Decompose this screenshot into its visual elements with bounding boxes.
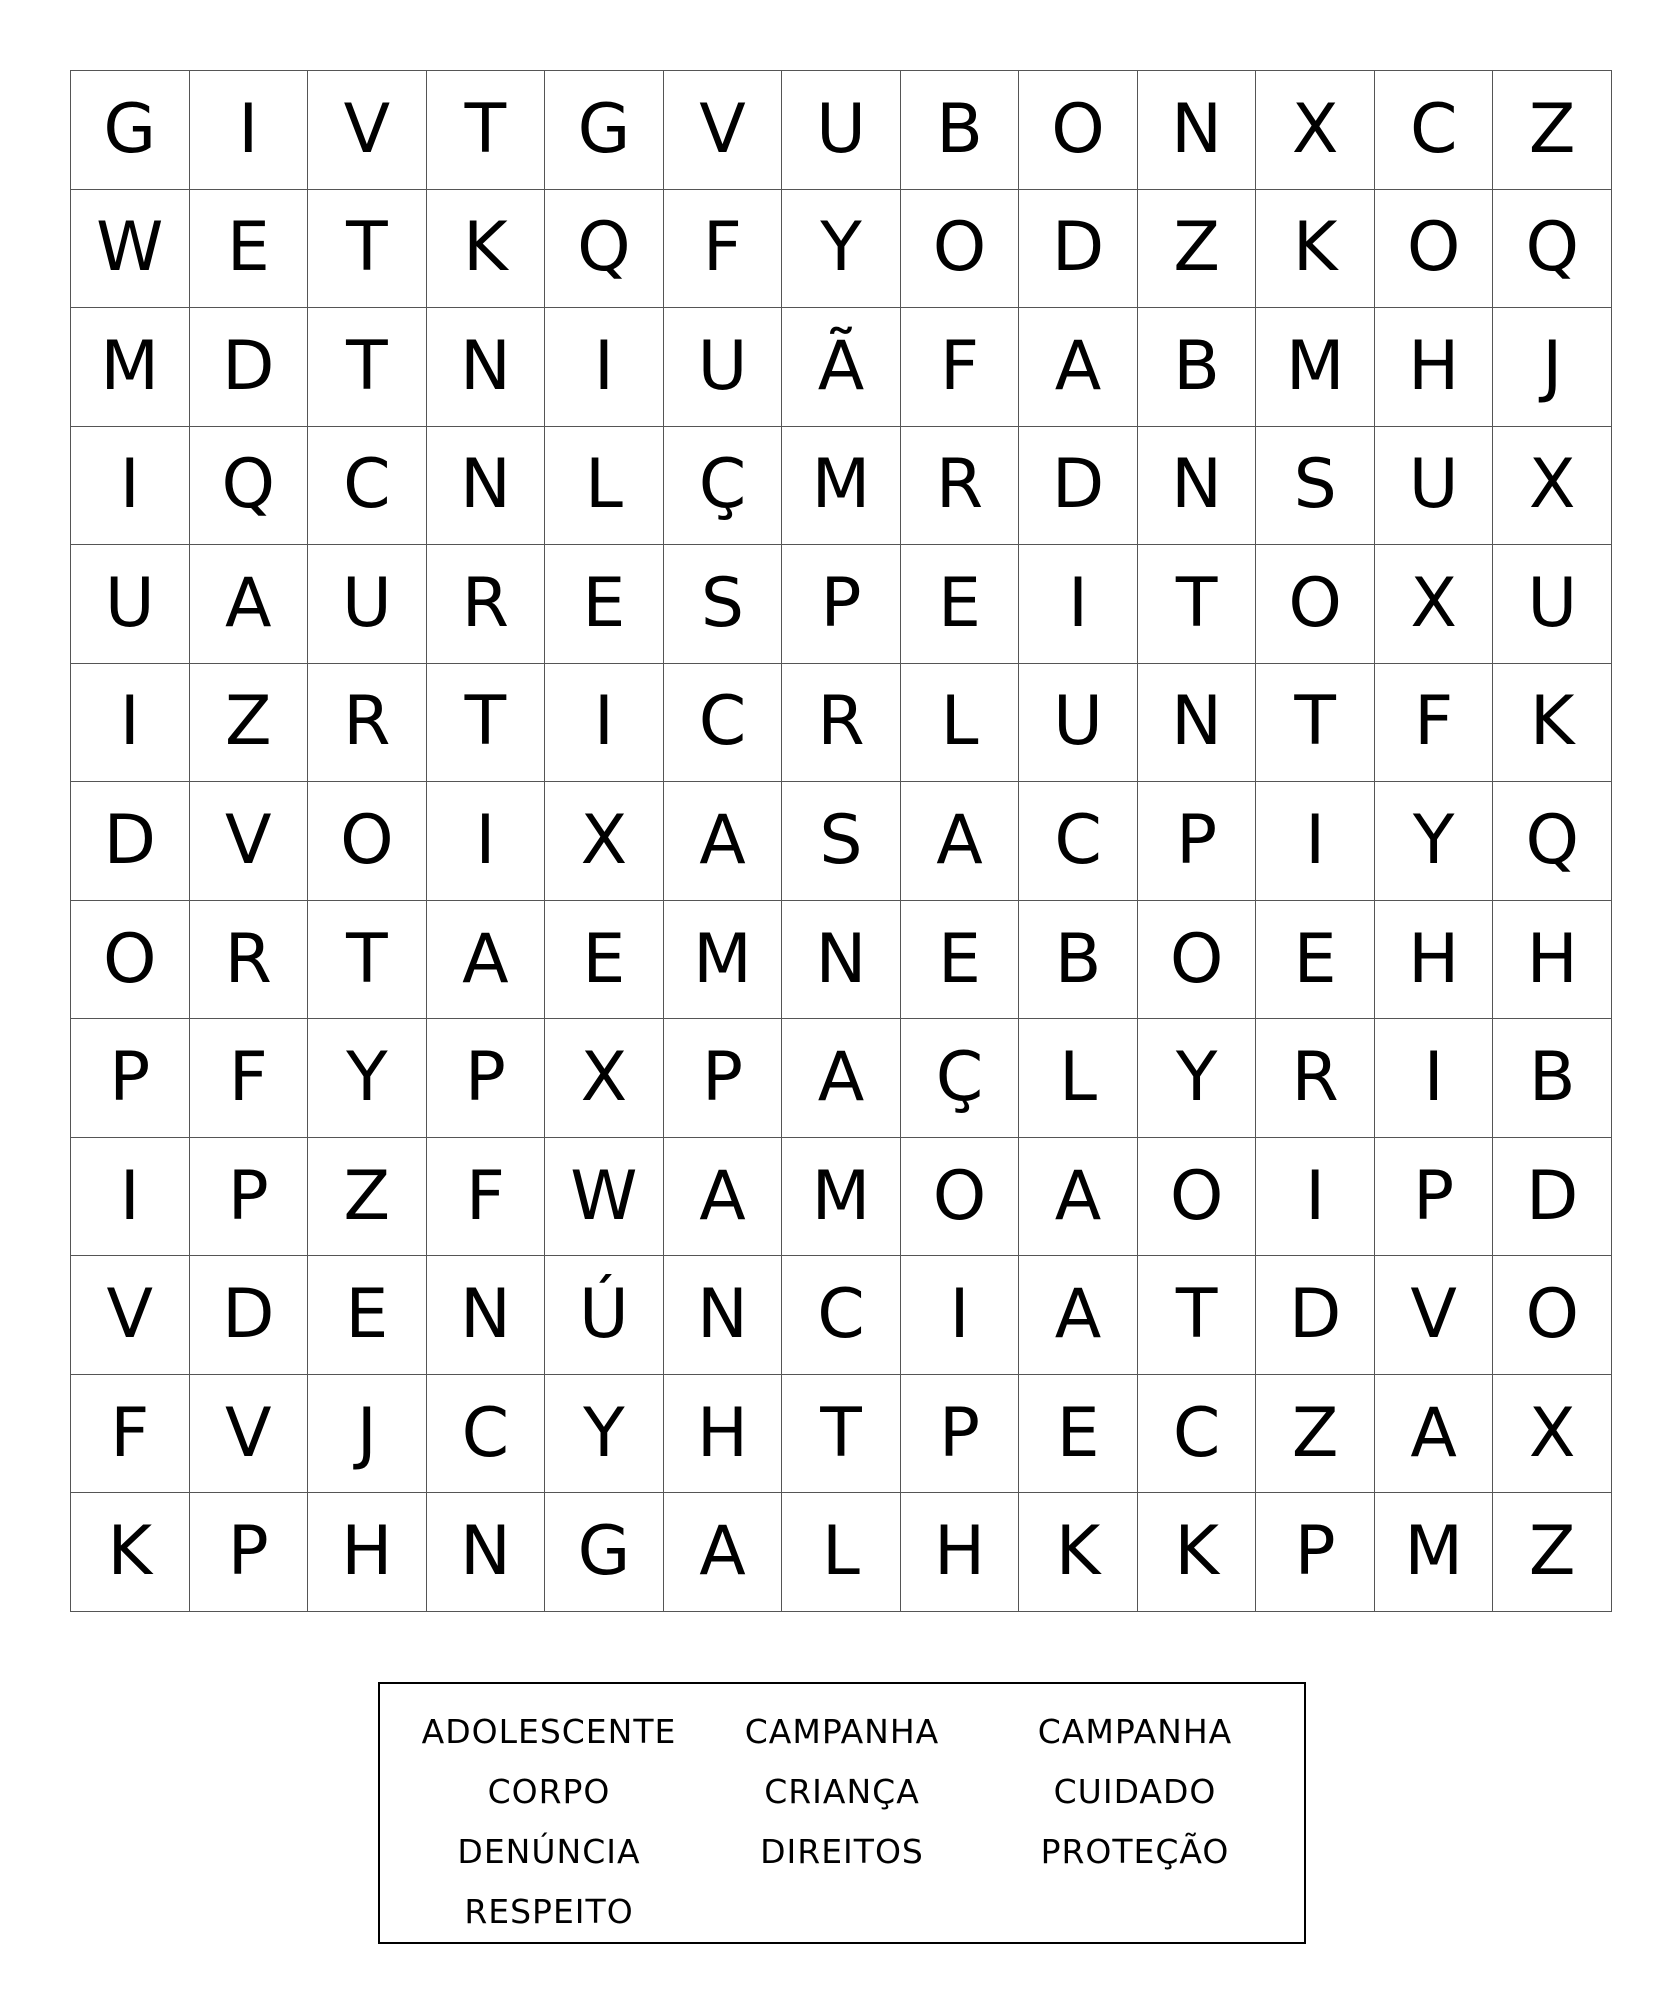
grid-cell[interactable]: O	[1256, 545, 1375, 664]
grid-cell[interactable]: A	[1019, 1256, 1138, 1375]
grid-cell[interactable]: K	[1019, 1493, 1138, 1612]
grid-cell[interactable]: G	[545, 1493, 664, 1612]
grid-cell[interactable]: I	[1019, 545, 1138, 664]
grid-cell[interactable]: K	[1138, 1493, 1257, 1612]
grid-cell[interactable]: Ú	[545, 1256, 664, 1375]
grid-cell[interactable]: L	[782, 1493, 901, 1612]
grid-cell[interactable]: B	[1019, 901, 1138, 1020]
grid-cell[interactable]: Y	[1138, 1019, 1257, 1138]
grid-cell[interactable]: A	[782, 1019, 901, 1138]
grid-cell[interactable]: E	[308, 1256, 427, 1375]
grid-cell[interactable]: T	[1138, 545, 1257, 664]
grid-cell[interactable]: C	[1138, 1375, 1257, 1494]
word-list-item: CAMPANHA	[1037, 1712, 1233, 1751]
grid-cell[interactable]: K	[427, 190, 546, 309]
grid-cell[interactable]: N	[1138, 71, 1257, 190]
grid-cell[interactable]: E	[545, 545, 664, 664]
grid-cell[interactable]: U	[71, 545, 190, 664]
grid-cell[interactable]: D	[1493, 1138, 1612, 1257]
grid-cell[interactable]: E	[1256, 901, 1375, 1020]
grid-cell[interactable]: V	[308, 71, 427, 190]
grid-cell[interactable]: B	[1138, 308, 1257, 427]
grid-cell[interactable]: O	[901, 190, 1020, 309]
grid-cell[interactable]: Ç	[901, 1019, 1020, 1138]
grid-cell[interactable]: Y	[545, 1375, 664, 1494]
word-list-item: CRIANÇA	[764, 1772, 920, 1811]
grid-cell[interactable]: R	[190, 901, 309, 1020]
grid-cell[interactable]: O	[1493, 1256, 1612, 1375]
grid-cell[interactable]: T	[308, 190, 427, 309]
grid-cell[interactable]: O	[1375, 190, 1494, 309]
grid-cell[interactable]: U	[1019, 664, 1138, 783]
grid-cell[interactable]: G	[71, 71, 190, 190]
grid-cell[interactable]: Y	[782, 190, 901, 309]
grid-cell[interactable]: U	[1375, 427, 1494, 546]
grid-cell[interactable]: V	[1375, 1256, 1494, 1375]
word-list-item: CAMPANHA	[744, 1712, 940, 1751]
grid-cell[interactable]: I	[190, 71, 309, 190]
grid-cell[interactable]: N	[782, 901, 901, 1020]
grid-cell[interactable]: H	[1493, 901, 1612, 1020]
grid-cell[interactable]: I	[1256, 782, 1375, 901]
grid-cell[interactable]: P	[782, 545, 901, 664]
grid-cell[interactable]: R	[427, 545, 546, 664]
grid-cell[interactable]: M	[1375, 1493, 1494, 1612]
grid-cell[interactable]: O	[901, 1138, 1020, 1257]
grid-cell[interactable]: C	[1019, 782, 1138, 901]
grid-cell[interactable]: Y	[308, 1019, 427, 1138]
grid-cell[interactable]: A	[664, 1493, 783, 1612]
grid-cell[interactable]: Q	[190, 427, 309, 546]
grid-cell[interactable]: D	[1019, 190, 1138, 309]
grid-cell[interactable]: T	[308, 308, 427, 427]
grid-cell[interactable]: U	[782, 71, 901, 190]
grid-cell[interactable]: N	[664, 1256, 783, 1375]
grid-cell[interactable]: Q	[545, 190, 664, 309]
grid-cell[interactable]: P	[1375, 1138, 1494, 1257]
word-list-item: CORPO	[487, 1772, 611, 1811]
grid-cell[interactable]: I	[901, 1256, 1020, 1375]
grid-cell[interactable]: Z	[190, 664, 309, 783]
word-list-item: ADOLESCENTE	[421, 1712, 677, 1751]
grid-cell[interactable]: N	[427, 1256, 546, 1375]
grid-cell[interactable]: H	[1375, 901, 1494, 1020]
grid-cell[interactable]: K	[1493, 664, 1612, 783]
grid-cell[interactable]: I	[1256, 1138, 1375, 1257]
grid-cell[interactable]: U	[1493, 545, 1612, 664]
grid-cell[interactable]: O	[1138, 1138, 1257, 1257]
grid-cell[interactable]: G	[545, 71, 664, 190]
grid-cell[interactable]: F	[71, 1375, 190, 1494]
grid-cell[interactable]: Q	[1493, 190, 1612, 309]
grid-cell[interactable]: E	[1019, 1375, 1138, 1494]
grid-cell[interactable]: N	[427, 308, 546, 427]
grid-cell[interactable]: M	[664, 901, 783, 1020]
grid-cell[interactable]: P	[664, 1019, 783, 1138]
grid-cell[interactable]: B	[901, 71, 1020, 190]
grid-cell[interactable]: B	[1493, 1019, 1612, 1138]
grid-cell[interactable]: N	[1138, 664, 1257, 783]
grid-cell[interactable]: I	[71, 1138, 190, 1257]
grid-cell[interactable]: T	[427, 664, 546, 783]
grid-cell[interactable]: I	[545, 664, 664, 783]
grid-cell[interactable]: V	[664, 71, 783, 190]
grid-cell[interactable]: W	[71, 190, 190, 309]
grid-cell[interactable]: M	[1256, 308, 1375, 427]
grid-cell[interactable]: V	[71, 1256, 190, 1375]
grid-cell[interactable]: C	[427, 1375, 546, 1494]
grid-cell[interactable]: Q	[1493, 782, 1612, 901]
grid-cell[interactable]: W	[545, 1138, 664, 1257]
grid-cell[interactable]: C	[664, 664, 783, 783]
grid-cell[interactable]: I	[427, 782, 546, 901]
grid-cell[interactable]: I	[1375, 1019, 1494, 1138]
grid-cell[interactable]: S	[1256, 427, 1375, 546]
grid-cell[interactable]: A	[901, 782, 1020, 901]
grid-cell[interactable]: F	[427, 1138, 546, 1257]
grid-cell[interactable]: R	[308, 664, 427, 783]
grid-cell[interactable]: D	[1019, 427, 1138, 546]
grid-cell[interactable]: H	[664, 1375, 783, 1494]
grid-cell[interactable]: A	[1019, 1138, 1138, 1257]
grid-cell[interactable]: H	[1375, 308, 1494, 427]
grid-cell[interactable]: D	[190, 308, 309, 427]
grid-cell[interactable]: X	[1493, 1375, 1612, 1494]
grid-cell[interactable]: P	[1138, 782, 1257, 901]
grid-cell[interactable]: Z	[1138, 190, 1257, 309]
grid-cell[interactable]: Z	[1493, 71, 1612, 190]
grid-cell[interactable]: X	[1256, 71, 1375, 190]
grid-cell[interactable]: N	[1138, 427, 1257, 546]
word-search-grid	[70, 70, 1612, 1612]
grid-cell[interactable]: T	[782, 1375, 901, 1494]
grid-cell[interactable]: A	[190, 545, 309, 664]
grid-cell[interactable]: Y	[1375, 782, 1494, 901]
grid-cell[interactable]: C	[1375, 71, 1494, 190]
word-list-item: CUIDADO	[1053, 1772, 1217, 1811]
word-list-item: PROTEÇÃO	[1040, 1832, 1230, 1871]
grid-cell[interactable]: Z	[1256, 1375, 1375, 1494]
grid-cell[interactable]: C	[308, 427, 427, 546]
grid-cell[interactable]: X	[1493, 427, 1612, 546]
grid-cell[interactable]: T	[1138, 1256, 1257, 1375]
grid-cell[interactable]: C	[782, 1256, 901, 1375]
grid-cell[interactable]: T	[308, 901, 427, 1020]
grid-cell[interactable]: L	[901, 664, 1020, 783]
grid-cell[interactable]: P	[190, 1493, 309, 1612]
grid-cell[interactable]: X	[545, 782, 664, 901]
grid-cell[interactable]: A	[664, 1138, 783, 1257]
grid-cell[interactable]: N	[427, 1493, 546, 1612]
grid-cell[interactable]: Z	[1493, 1493, 1612, 1612]
grid-cell[interactable]: S	[782, 782, 901, 901]
word-list-item: DENÚNCIA	[457, 1832, 641, 1871]
grid-cell[interactable]: N	[427, 427, 546, 546]
grid-cell[interactable]: X	[1375, 545, 1494, 664]
grid-cell[interactable]: E	[545, 901, 664, 1020]
grid-cell[interactable]: U	[664, 308, 783, 427]
word-list-column	[990, 1702, 1280, 1942]
grid-cell[interactable]: A	[664, 782, 783, 901]
grid-cell[interactable]: E	[901, 901, 1020, 1020]
grid-cell[interactable]: O	[1019, 71, 1138, 190]
grid-cell[interactable]: P	[427, 1019, 546, 1138]
grid-cell[interactable]: E	[901, 545, 1020, 664]
grid-cell[interactable]: I	[71, 664, 190, 783]
grid-cell[interactable]: T	[427, 71, 546, 190]
grid-cell[interactable]: H	[308, 1493, 427, 1612]
grid-cell[interactable]: P	[190, 1138, 309, 1257]
grid-cell[interactable]: M	[71, 308, 190, 427]
grid-cell[interactable]: V	[190, 1375, 309, 1494]
grid-cell[interactable]: P	[1256, 1493, 1375, 1612]
grid-cell[interactable]: Ç	[664, 427, 783, 546]
grid-cell[interactable]: Ã	[782, 308, 901, 427]
grid-cell[interactable]: A	[1019, 308, 1138, 427]
grid-cell[interactable]: M	[782, 427, 901, 546]
grid-cell[interactable]: A	[1375, 1375, 1494, 1494]
word-list-item: RESPEITO	[464, 1892, 634, 1931]
grid-cell[interactable]: D	[190, 1256, 309, 1375]
grid-cell[interactable]: M	[782, 1138, 901, 1257]
grid-cell[interactable]: A	[427, 901, 546, 1020]
grid-cell[interactable]: F	[664, 190, 783, 309]
grid-cell[interactable]: R	[901, 427, 1020, 546]
grid-cell[interactable]: I	[545, 308, 664, 427]
grid-cell[interactable]: D	[1256, 1256, 1375, 1375]
grid-cell[interactable]: Z	[308, 1138, 427, 1257]
grid-cell[interactable]: U	[308, 545, 427, 664]
grid-cell[interactable]: P	[901, 1375, 1020, 1494]
word-list-column	[697, 1702, 987, 1942]
grid-cell[interactable]: D	[71, 782, 190, 901]
grid-cell[interactable]: R	[1256, 1019, 1375, 1138]
grid-cell[interactable]: H	[901, 1493, 1020, 1612]
grid-cell[interactable]: S	[664, 545, 783, 664]
grid-cell[interactable]: T	[1256, 664, 1375, 783]
grid-cell[interactable]: V	[190, 782, 309, 901]
grid-cell[interactable]: F	[1375, 664, 1494, 783]
grid-cell[interactable]: R	[782, 664, 901, 783]
grid-cell[interactable]: X	[545, 1019, 664, 1138]
grid-cell[interactable]: F	[901, 308, 1020, 427]
grid-cell[interactable]: L	[1019, 1019, 1138, 1138]
grid-cell[interactable]: F	[190, 1019, 309, 1138]
word-list-column	[404, 1702, 694, 1942]
grid-cell[interactable]: I	[71, 427, 190, 546]
grid-cell[interactable]: J	[308, 1375, 427, 1494]
grid-cell[interactable]: E	[190, 190, 309, 309]
grid-cell[interactable]: O	[308, 782, 427, 901]
word-list-box	[378, 1682, 1306, 1944]
grid-cell[interactable]: K	[1256, 190, 1375, 309]
grid-cell[interactable]: J	[1493, 308, 1612, 427]
grid-cell[interactable]: K	[71, 1493, 190, 1612]
grid-cell[interactable]: P	[71, 1019, 190, 1138]
grid-cell[interactable]: O	[71, 901, 190, 1020]
grid-cell[interactable]: O	[1138, 901, 1257, 1020]
word-list-item: DIREITOS	[760, 1832, 924, 1871]
grid-cell[interactable]: L	[545, 427, 664, 546]
